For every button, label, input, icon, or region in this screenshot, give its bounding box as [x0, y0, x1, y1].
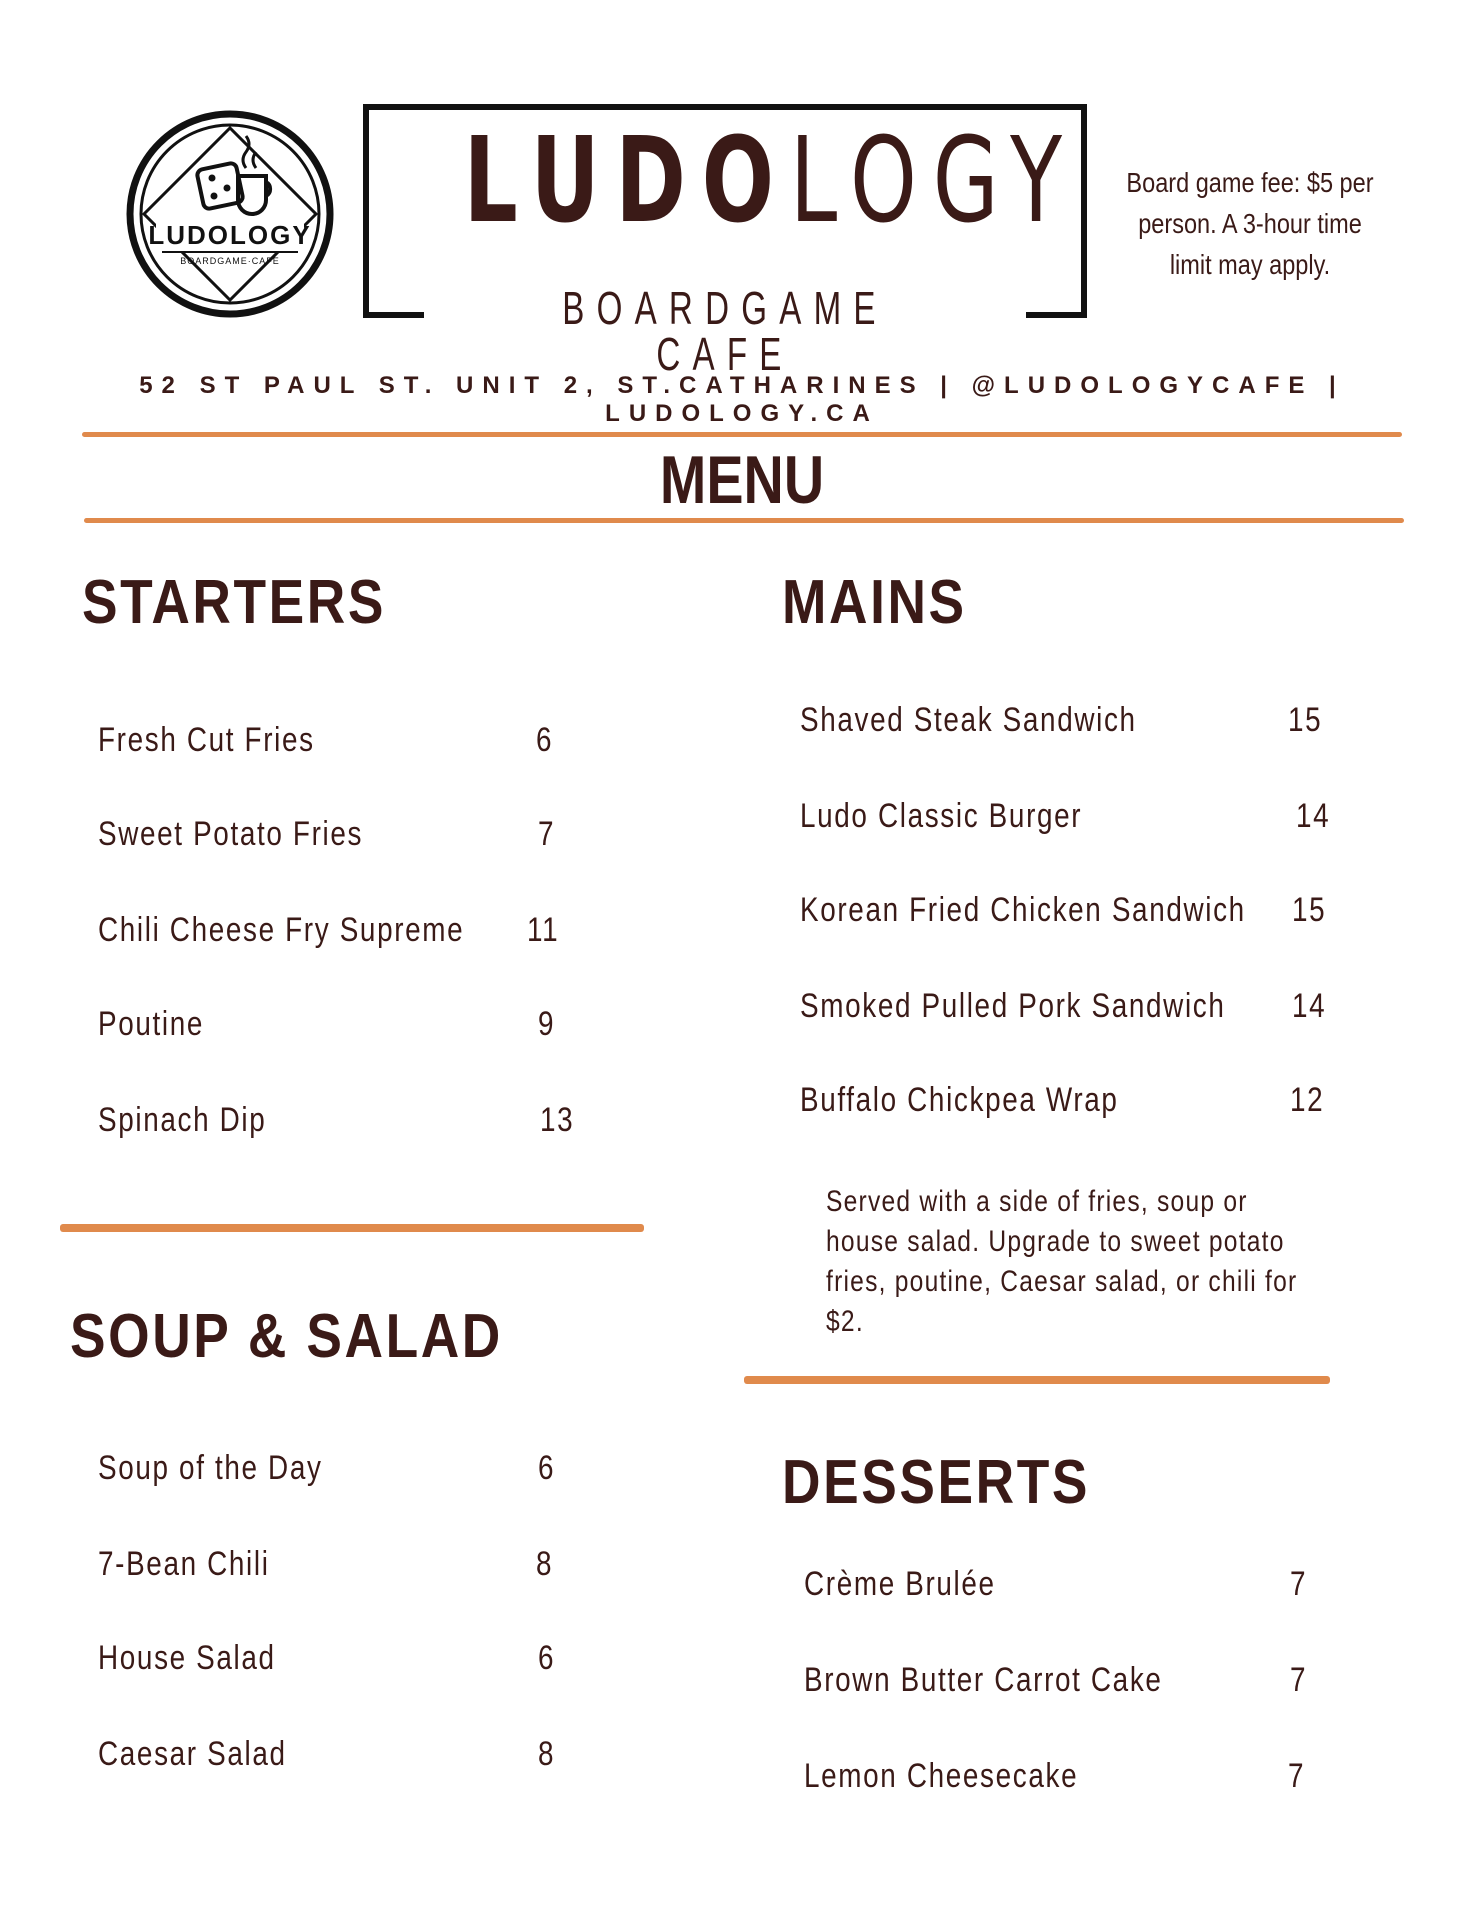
item-name: Brown Butter Carrot Cake [804, 1661, 1163, 1699]
starters-divider [60, 1224, 644, 1232]
item-price: 8 [538, 1735, 556, 1773]
board-game-fee-note: Board game fee: $5 per person. A 3-hour time limit may apply. [1126, 167, 1374, 280]
menu-title: MENU [659, 442, 825, 518]
item-price: 8 [536, 1545, 554, 1583]
menu-top-rule [82, 432, 1402, 437]
desserts-title: DESSERTS [782, 1448, 1091, 1517]
mains-side-note: Served with a side of fries, soup or house salad. Upgrade to sweet potato fries, poutine, Caesar salad, or chili for $2. [826, 1185, 1298, 1338]
item-price: 11 [527, 911, 560, 949]
wordmark-title: LUDOLOGY [463, 111, 1078, 249]
item-price: 7 [538, 815, 556, 853]
item-price: 6 [536, 721, 554, 759]
item-price: 9 [538, 1005, 556, 1043]
item-name: Fresh Cut Fries [98, 721, 315, 759]
item-price: 7 [1290, 1565, 1308, 1603]
mains-title: MAINS [782, 568, 967, 637]
item-name: Smoked Pulled Pork Sandwich [800, 987, 1226, 1025]
item-name: Ludo Classic Burger [800, 797, 1083, 835]
item-price: 13 [540, 1101, 575, 1139]
logo-badge-text: LUDOLOGY [148, 220, 312, 250]
item-name: Crème Brulée [804, 1565, 996, 1603]
item-price: 7 [1288, 1757, 1306, 1795]
logo-badge-subtext: BOARDGAME·CAFE [180, 256, 280, 266]
item-price: 6 [538, 1639, 556, 1677]
item-price: 12 [1290, 1081, 1325, 1119]
starters-title: STARTERS [82, 568, 387, 637]
item-name: Spinach Dip [98, 1101, 267, 1139]
item-name: Lemon Cheesecake [804, 1757, 1079, 1795]
mains-divider [744, 1376, 1330, 1384]
wordmark [362, 103, 1088, 380]
item-name: Soup of the Day [98, 1449, 323, 1487]
item-name: Poutine [98, 1005, 205, 1043]
item-name: Korean Fried Chicken Sandwich [800, 891, 1246, 929]
item-name: Caesar Salad [98, 1735, 287, 1773]
item-price: 14 [1296, 797, 1331, 835]
item-price: 15 [1292, 891, 1327, 929]
item-name: Sweet Potato Fries [98, 815, 364, 853]
item-name: Shaved Steak Sandwich [800, 701, 1137, 739]
dice-cup-logo-icon [122, 106, 338, 322]
wordmark-subtitle: BOARDGAME CAFE [514, 285, 936, 377]
logo-badge [122, 106, 338, 322]
item-name: 7-Bean Chili [98, 1545, 270, 1583]
item-price: 6 [538, 1449, 556, 1487]
item-name: Chili Cheese Fry Supreme [98, 911, 465, 949]
item-price: 14 [1292, 987, 1327, 1025]
item-price: 15 [1288, 701, 1323, 739]
soup-salad-title: SOUP & SALAD [70, 1302, 503, 1371]
address-line: 52 ST PAUL ST. UNIT 2, ST.CATHARINES | @LUDOLOGYCAFE | LUDOLOGY.CA [139, 372, 1345, 427]
item-price: 7 [1290, 1661, 1308, 1699]
menu-bottom-rule [84, 518, 1404, 523]
item-name: Buffalo Chickpea Wrap [800, 1081, 1119, 1119]
item-name: House Salad [98, 1639, 276, 1677]
